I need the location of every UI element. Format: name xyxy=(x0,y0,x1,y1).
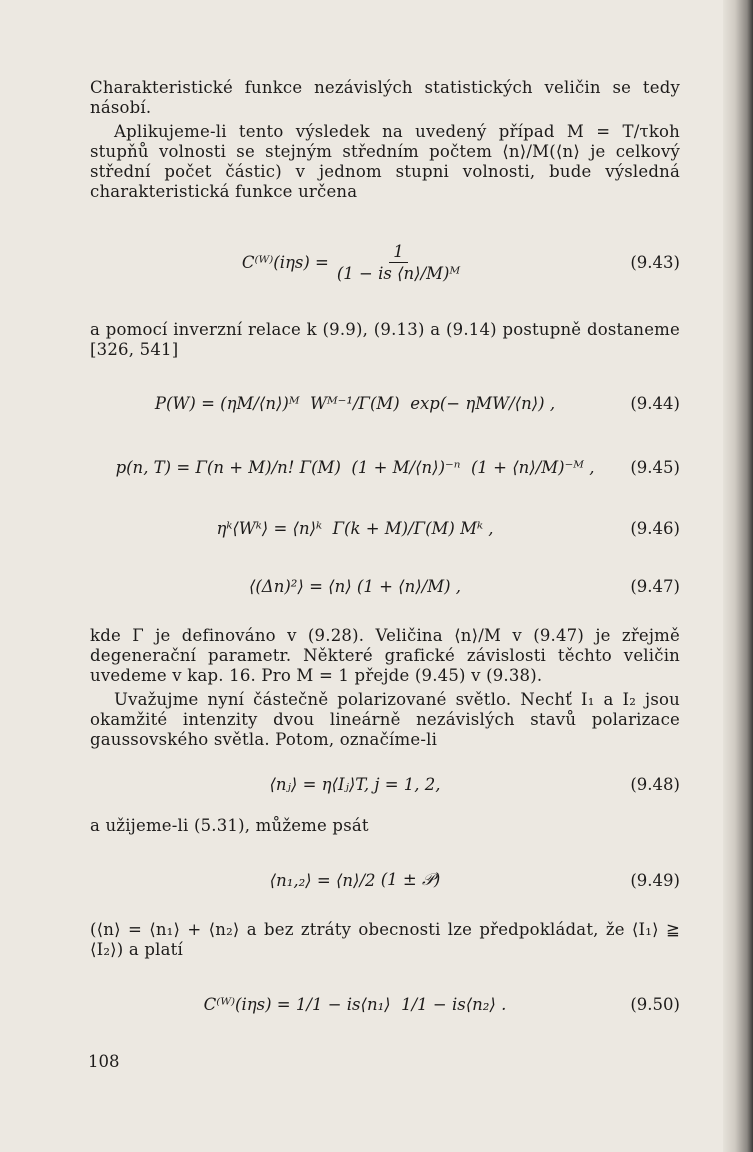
eq-term: (1 + ⟨n⟩/M) , xyxy=(356,576,462,596)
eq-term: (1 + ⟨n⟩/M)⁻ᴹ , xyxy=(470,457,595,477)
eq-term: (1 + M/⟨n⟩)⁻ⁿ xyxy=(351,457,461,477)
paragraph-7: (⟨n⟩ = ⟨n₁⟩ + ⟨n₂⟩ a bez ztráty obecnosti lze předpokládat, že ⟨I₁⟩ ≧ ⟨I₂⟩) a platí xyxy=(90,920,680,959)
eq-term: 1/1 − is⟨n₂⟩ . xyxy=(401,994,507,1014)
paragraph-1: Charakteristické funkce nezávislých statistických veličin se tedy násobí. xyxy=(90,78,680,117)
eq-numerator: 1 xyxy=(389,242,408,263)
eq-term: (ηM/⟨n⟩)ᴹ xyxy=(220,393,300,413)
equation-number: (9.46) xyxy=(630,518,680,538)
paragraph-4: kde Γ je definováno v (9.28). Veličina ⟨n⟩/M v (9.47) je zřejmě degenerační parametr. Některé grafické závislosti těchto veličin uvedeme v kap. 16. Pro M = 1 přejde (9.45) v (9.38). xyxy=(90,626,680,685)
equation-number: (9.50) xyxy=(630,994,680,1014)
equation-body xyxy=(90,558,620,614)
eq-lhs: P(W) = xyxy=(154,393,215,413)
equation-9-47 xyxy=(90,558,680,614)
equation-9-50 xyxy=(90,974,680,1034)
equation-number: (9.44) xyxy=(630,393,680,413)
eq-term: (1 ± 𝒫) xyxy=(380,870,441,889)
eq-term: Γ(k + M)/Γ(M) Mᵏ , xyxy=(332,518,494,538)
equation-number: (9.47) xyxy=(630,576,680,596)
equation-9-44 xyxy=(90,372,680,434)
eq-term: 1/1 − is⟨n₁⟩ xyxy=(295,994,391,1014)
equation-body xyxy=(90,222,620,302)
equation-9-46 xyxy=(90,500,680,556)
equation-number: (9.45) xyxy=(630,457,680,477)
eq-lhs: ηᵏ⟨Wᵏ⟩ = ⟨n⟩ᵏ xyxy=(216,518,323,538)
eq-denominator: (1 − is ⟨n⟩/M)ᴹ xyxy=(336,263,461,283)
eq-lhs: p(n, T) = xyxy=(115,457,191,477)
eq-term: ⟨n⟩/2 xyxy=(335,870,376,890)
eq-term: exp(− ηMW/⟨n⟩) , xyxy=(410,393,556,413)
eq-lhs: ⟨(Δn)²⟩ = ⟨n⟩ xyxy=(248,576,352,596)
equation-body xyxy=(90,500,620,556)
paragraph-5: Uvažujme nyní částečně polarizované světlo. Nechť I₁ a I₂ jsou okamžité intenzity dvou lineárně nezávislých stavů polarizace gaussovského světla. Potom, označíme-li xyxy=(90,690,680,749)
equation-body xyxy=(90,850,620,910)
equation-number: (9.43) xyxy=(630,252,680,272)
eq-lhs: C⁽ᵂ⁾(iηs) = xyxy=(241,252,329,272)
equation-body xyxy=(90,372,620,434)
equation-number: (9.48) xyxy=(630,774,680,794)
equation-body: ⟨nⱼ⟩ = η⟨Iⱼ⟩T, j = 1, 2, xyxy=(269,774,441,794)
paragraph-3: a pomocí inverzní relace k (9.9), (9.13) a (9.14) postupně dostaneme [326, 541] xyxy=(90,320,680,359)
eq-lhs: C⁽ᵂ⁾(iηs) = xyxy=(203,994,291,1014)
page-number: 108 xyxy=(88,1052,120,1071)
paragraph-6: a užijeme-li (5.31), můžeme psát xyxy=(90,816,369,835)
eq-term: Wᴹ⁻¹/Γ(M) xyxy=(310,393,400,413)
paragraph-2: Aplikujeme-li tento výsledek na uvedený případ M = T/τkoh stupňů volnosti se stejným středním počtem ⟨n⟩/M(⟨n⟩ je celkový střední počet částic) v jednom stupni volnosti, bude výsledná charakteristická funkce určena xyxy=(90,122,680,201)
equation-9-49 xyxy=(90,850,680,910)
equation-9-48 xyxy=(90,762,680,806)
eq-lhs: ⟨n₁,₂⟩ = xyxy=(269,870,331,890)
equation-9-43 xyxy=(90,222,680,302)
eq-term: Γ(n + M)/n! Γ(M) xyxy=(195,457,341,477)
equation-number: (9.49) xyxy=(630,870,680,890)
eq-fraction xyxy=(333,242,464,283)
equation-body xyxy=(90,974,620,1034)
page-edge-shadow xyxy=(723,0,753,1152)
equation-9-45 xyxy=(90,436,680,498)
equation-body xyxy=(90,436,620,498)
